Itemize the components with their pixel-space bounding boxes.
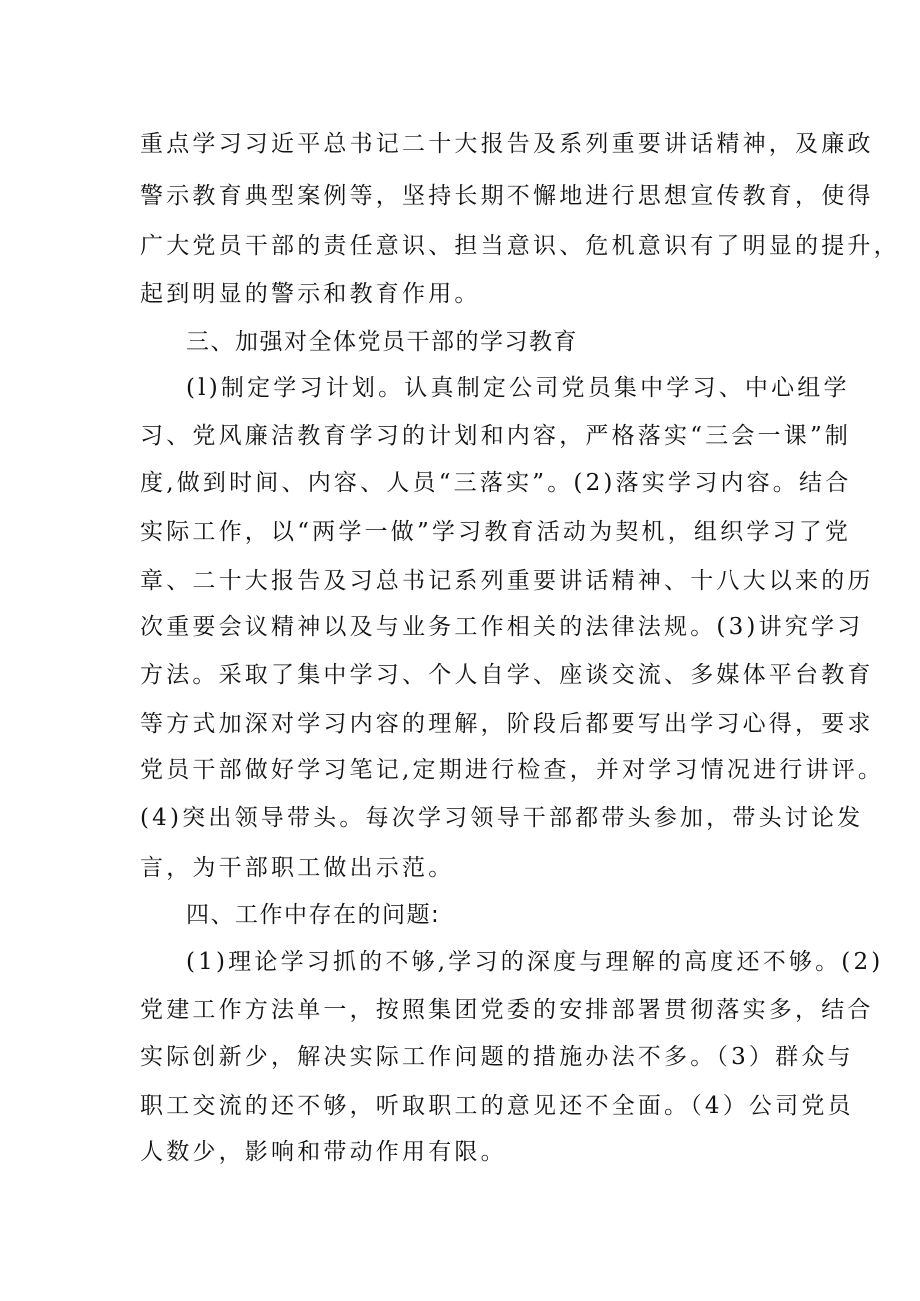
paragraph-line: 重点学习习近平总书记二十大报告及系列重要讲话精神，及廉政 [140,131,874,157]
paragraph-line: 方法。采取了集中学习、个人自学、座谈交流、多媒体平台教育 [140,662,874,688]
paragraph-line: 人数少，影响和带动作用有限。 [140,1139,507,1165]
paragraph-line: 广大党员干部的责任意识、担当意识、危机意识有了明显的提升， [140,233,900,259]
paragraph-line: 警示教育典型案例等，坚持长期不懈地进行思想宣传教育，使得 [140,183,874,209]
paragraph-line: (l)制定学习计划。认真制定公司党员集中学习、中心组学 [186,375,850,401]
paragraph-line: 党建工作方法单一，按照集团党委的安排部署贯彻落实多，结合 [140,997,874,1023]
section-three-heading: 三、加强对全体党员干部的学习教育 [186,329,578,355]
paragraph-line: 实际创新少，解决实际工作问题的措施办法不多。（3）群众与 [140,1044,854,1070]
paragraph-line: (1)理论学习抓的不够,学习的深度与理解的高度还不够。(2) [186,949,884,975]
paragraph-line: 次重要会议精神以及与业务工作相关的法律法规。(3)讲究学习 [140,614,864,640]
paragraph-line: (4)突出领导带头。每次学习领导干部都带头参加，带头讨论发 [140,805,864,831]
paragraph-line: 党员干部做好学习笔记,定期进行检查，并对学习情况进行讲评。 [140,757,885,783]
paragraph-line: 实际工作，以“两学一做”学习教育活动为契机，组织学习了党 [140,519,852,545]
paragraph-line: 等方式加深对学习内容的理解，阶段后都要写出学习心得，要求 [140,711,874,737]
section-four-heading: 四、工作中存在的问题: [186,902,441,928]
paragraph-line: 度,做到时间、内容、人员“三落实”。(2)落实学习内容。结合 [140,470,852,496]
paragraph-line: 言，为干部职工做出示范。 [140,855,455,881]
paragraph-line: 起到明显的警示和教育作用。 [140,281,481,307]
paragraph-line: 习、党风廉洁教育学习的计划和内容，严格落实“三会一课”制 [140,423,852,449]
paragraph-line: 章、二十大报告及习总书记系列重要讲话精神、十八大以来的历 [140,568,874,594]
paragraph-line: 职工交流的还不够，听取职工的意见还不全面。（4）公司党员 [140,1093,854,1119]
